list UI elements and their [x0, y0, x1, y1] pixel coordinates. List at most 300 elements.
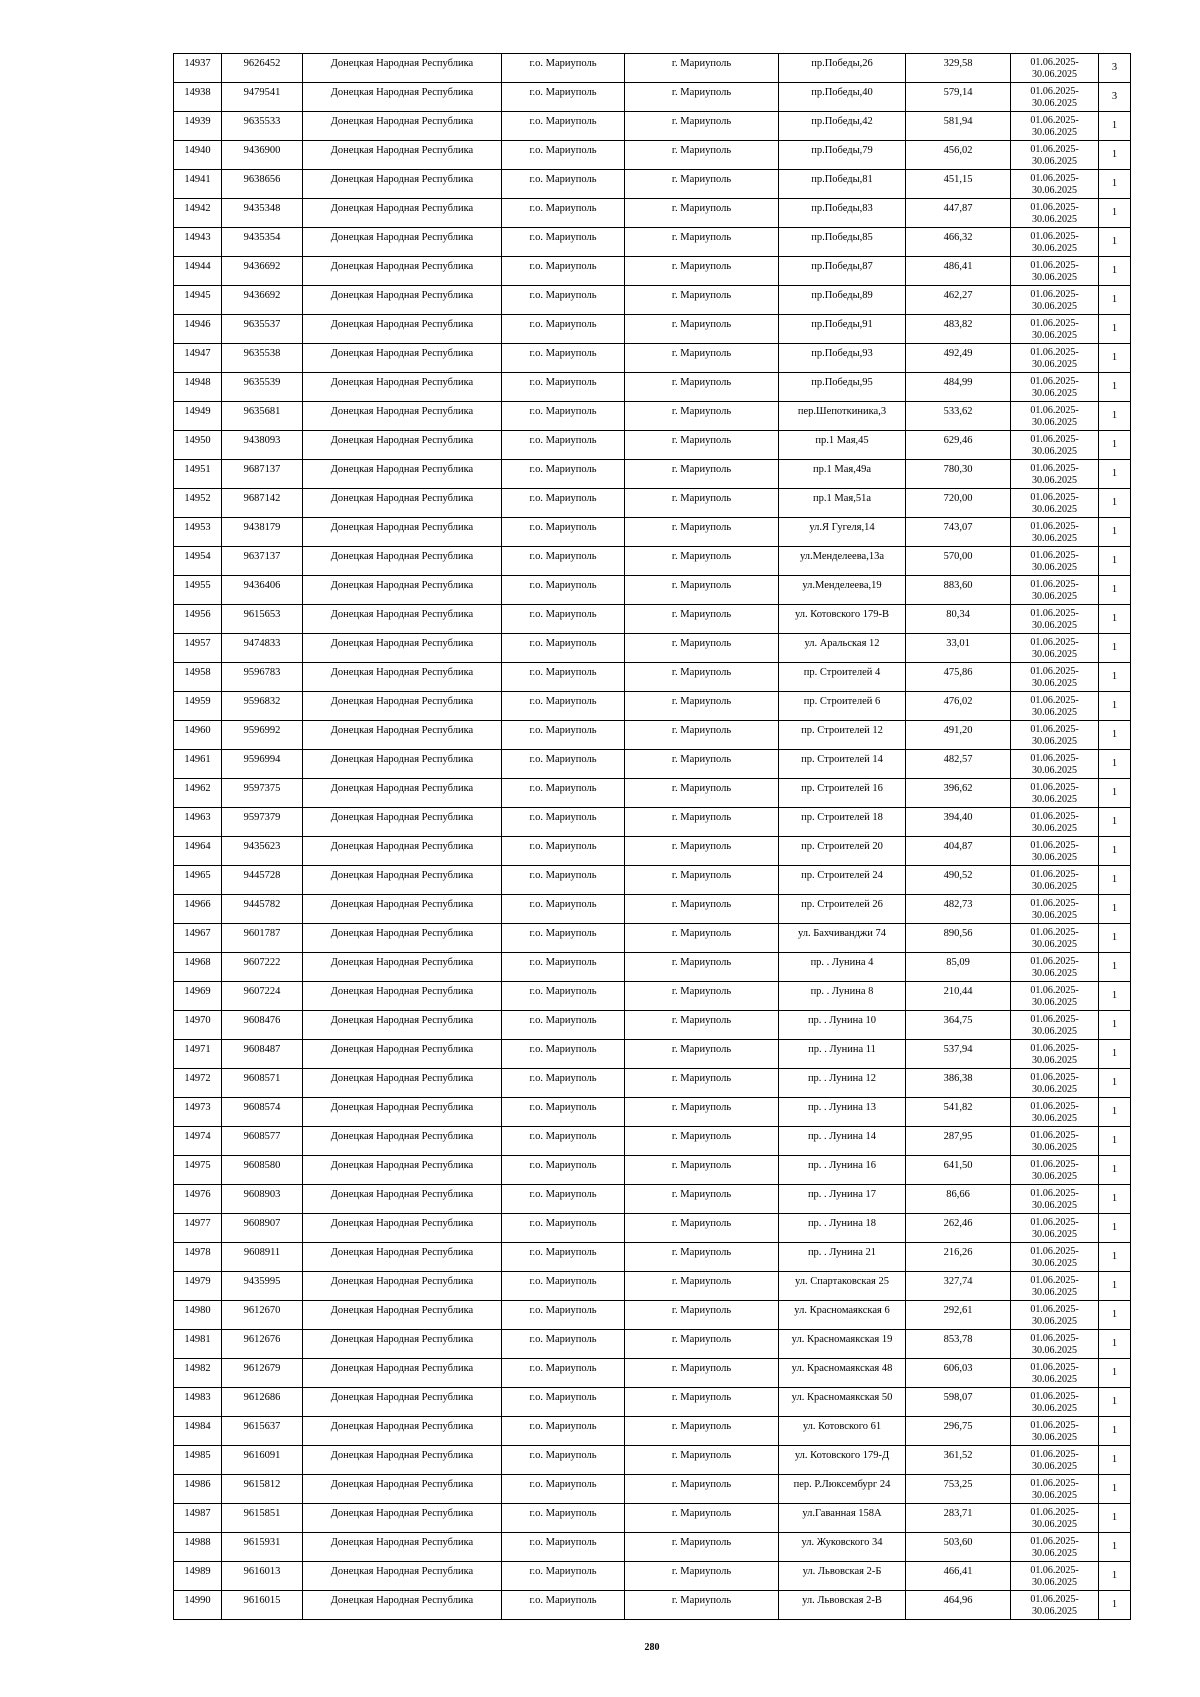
- table-row: [174, 634, 1131, 663]
- period-cell: [1011, 141, 1099, 170]
- object-id-cell: 9608577: [222, 1127, 303, 1156]
- period-start: 01.06.2025-: [1030, 1477, 1079, 1489]
- region-cell: Донецкая Народная Республика: [303, 895, 502, 924]
- area-cell: 492,49: [906, 344, 1011, 373]
- registry-table-body: [174, 54, 1131, 1620]
- count-cell: 1: [1099, 1562, 1131, 1591]
- count-cell: 1: [1099, 1330, 1131, 1359]
- count-cell: 1: [1099, 112, 1131, 141]
- area-cell: 780,30: [906, 460, 1011, 489]
- period-start: 01.06.2025-: [1030, 723, 1079, 735]
- row-number-cell: 14960: [174, 721, 222, 750]
- period-start: 01.06.2025-: [1030, 984, 1079, 996]
- object-id-cell: 9436692: [222, 257, 303, 286]
- period-cell: [1011, 1301, 1099, 1330]
- period-cell: [1011, 1475, 1099, 1504]
- region-cell: Донецкая Народная Республика: [303, 721, 502, 750]
- period-cell: [1011, 663, 1099, 692]
- address-cell: ул. Львовская 2-Б: [779, 1562, 906, 1591]
- period-start: 01.06.2025-: [1030, 491, 1079, 503]
- district-cell: г.о. Мариуполь: [502, 547, 625, 576]
- district-cell: г.о. Мариуполь: [502, 1417, 625, 1446]
- address-cell: пр. . Лунина 12: [779, 1069, 906, 1098]
- address-cell: пр. . Лунина 8: [779, 982, 906, 1011]
- city-cell: г. Мариуполь: [625, 1504, 779, 1533]
- area-cell: 466,32: [906, 228, 1011, 257]
- city-cell: г. Мариуполь: [625, 518, 779, 547]
- region-cell: Донецкая Народная Республика: [303, 605, 502, 634]
- period-end: 30.06.2025: [1032, 387, 1077, 399]
- count-cell: 1: [1099, 1301, 1131, 1330]
- table-row: [174, 141, 1131, 170]
- count-cell: 1: [1099, 344, 1131, 373]
- period-cell: [1011, 460, 1099, 489]
- period-end: 30.06.2025: [1032, 561, 1077, 573]
- city-cell: г. Мариуполь: [625, 953, 779, 982]
- count-cell: 1: [1099, 1475, 1131, 1504]
- district-cell: г.о. Мариуполь: [502, 576, 625, 605]
- period-cell: [1011, 924, 1099, 953]
- period-end: 30.06.2025: [1032, 1373, 1077, 1385]
- address-cell: пр. . Лунина 21: [779, 1243, 906, 1272]
- area-cell: 386,38: [906, 1069, 1011, 1098]
- district-cell: г.о. Мариуполь: [502, 1185, 625, 1214]
- area-cell: 490,52: [906, 866, 1011, 895]
- row-number-cell: 14962: [174, 779, 222, 808]
- object-id-cell: 9608907: [222, 1214, 303, 1243]
- period-cell: [1011, 518, 1099, 547]
- row-number-cell: 14973: [174, 1098, 222, 1127]
- period-cell: [1011, 1156, 1099, 1185]
- period-end: 30.06.2025: [1032, 996, 1077, 1008]
- district-cell: г.о. Мариуполь: [502, 982, 625, 1011]
- count-cell: 1: [1099, 721, 1131, 750]
- table-row: [174, 373, 1131, 402]
- count-cell: 1: [1099, 141, 1131, 170]
- row-number-cell: 14957: [174, 634, 222, 663]
- row-number-cell: 14959: [174, 692, 222, 721]
- city-cell: г. Мариуполь: [625, 1388, 779, 1417]
- district-cell: г.о. Мариуполь: [502, 1272, 625, 1301]
- address-cell: пр. Строителей 18: [779, 808, 906, 837]
- object-id-cell: 9612679: [222, 1359, 303, 1388]
- count-cell: 1: [1099, 576, 1131, 605]
- period-end: 30.06.2025: [1032, 445, 1077, 457]
- object-id-cell: 9479541: [222, 83, 303, 112]
- period-end: 30.06.2025: [1032, 155, 1077, 167]
- period-start: 01.06.2025-: [1030, 1564, 1079, 1576]
- region-cell: Донецкая Народная Республика: [303, 1011, 502, 1040]
- area-cell: 396,62: [906, 779, 1011, 808]
- area-cell: 476,02: [906, 692, 1011, 721]
- city-cell: г. Мариуполь: [625, 1533, 779, 1562]
- count-cell: 1: [1099, 1591, 1131, 1620]
- area-cell: 541,82: [906, 1098, 1011, 1127]
- row-number-cell: 14938: [174, 83, 222, 112]
- row-number-cell: 14965: [174, 866, 222, 895]
- area-cell: 80,34: [906, 605, 1011, 634]
- period-start: 01.06.2025-: [1030, 1158, 1079, 1170]
- region-cell: Донецкая Народная Республика: [303, 1272, 502, 1301]
- address-cell: пр.Победы,95: [779, 373, 906, 402]
- address-cell: ул. Красномаякская 50: [779, 1388, 906, 1417]
- area-cell: 462,27: [906, 286, 1011, 315]
- address-cell: ул. Котовского 179-Д: [779, 1446, 906, 1475]
- row-number-cell: 14963: [174, 808, 222, 837]
- object-id-cell: 9445782: [222, 895, 303, 924]
- count-cell: 1: [1099, 982, 1131, 1011]
- period-cell: [1011, 750, 1099, 779]
- table-row: [174, 779, 1131, 808]
- region-cell: Донецкая Народная Республика: [303, 1214, 502, 1243]
- count-cell: 1: [1099, 431, 1131, 460]
- table-row: [174, 1272, 1131, 1301]
- address-cell: пр. Строителей 16: [779, 779, 906, 808]
- period-end: 30.06.2025: [1032, 677, 1077, 689]
- period-start: 01.06.2025-: [1030, 665, 1079, 677]
- district-cell: г.о. Мариуполь: [502, 1243, 625, 1272]
- region-cell: Донецкая Народная Республика: [303, 663, 502, 692]
- row-number-cell: 14978: [174, 1243, 222, 1272]
- area-cell: 853,78: [906, 1330, 1011, 1359]
- address-cell: ул. Котовского 61: [779, 1417, 906, 1446]
- period-cell: [1011, 576, 1099, 605]
- address-cell: пр. Строителей 24: [779, 866, 906, 895]
- area-cell: 447,87: [906, 199, 1011, 228]
- object-id-cell: 9435354: [222, 228, 303, 257]
- object-id-cell: 9607224: [222, 982, 303, 1011]
- table-row: [174, 1330, 1131, 1359]
- object-id-cell: 9596992: [222, 721, 303, 750]
- area-cell: 451,15: [906, 170, 1011, 199]
- region-cell: Донецкая Народная Республика: [303, 1098, 502, 1127]
- address-cell: пр. Строителей 26: [779, 895, 906, 924]
- object-id-cell: 9438179: [222, 518, 303, 547]
- period-end: 30.06.2025: [1032, 97, 1077, 109]
- district-cell: г.о. Мариуполь: [502, 1040, 625, 1069]
- period-cell: [1011, 54, 1099, 83]
- row-number-cell: 14941: [174, 170, 222, 199]
- object-id-cell: 9608911: [222, 1243, 303, 1272]
- count-cell: 1: [1099, 1417, 1131, 1446]
- period-end: 30.06.2025: [1032, 300, 1077, 312]
- region-cell: Донецкая Народная Республика: [303, 1243, 502, 1272]
- table-row: [174, 54, 1131, 83]
- area-cell: 287,95: [906, 1127, 1011, 1156]
- period-start: 01.06.2025-: [1030, 781, 1079, 793]
- table-row: [174, 257, 1131, 286]
- period-start: 01.06.2025-: [1030, 1535, 1079, 1547]
- district-cell: г.о. Мариуполь: [502, 402, 625, 431]
- city-cell: г. Мариуполь: [625, 1040, 779, 1069]
- count-cell: 1: [1099, 1446, 1131, 1475]
- district-cell: г.о. Мариуполь: [502, 924, 625, 953]
- city-cell: г. Мариуполь: [625, 605, 779, 634]
- table-row: [174, 1591, 1131, 1620]
- address-cell: пр.Победы,83: [779, 199, 906, 228]
- address-cell: пр.Победы,91: [779, 315, 906, 344]
- period-end: 30.06.2025: [1032, 909, 1077, 921]
- period-end: 30.06.2025: [1032, 1547, 1077, 1559]
- table-row: [174, 924, 1131, 953]
- period-end: 30.06.2025: [1032, 1141, 1077, 1153]
- district-cell: г.о. Мариуполь: [502, 866, 625, 895]
- table-row: [174, 866, 1131, 895]
- area-cell: 537,94: [906, 1040, 1011, 1069]
- period-cell: [1011, 895, 1099, 924]
- district-cell: г.о. Мариуполь: [502, 895, 625, 924]
- district-cell: г.о. Мариуполь: [502, 489, 625, 518]
- period-end: 30.06.2025: [1032, 242, 1077, 254]
- district-cell: г.о. Мариуполь: [502, 54, 625, 83]
- period-end: 30.06.2025: [1032, 1112, 1077, 1124]
- count-cell: 3: [1099, 54, 1131, 83]
- address-cell: пр.1 Мая,45: [779, 431, 906, 460]
- object-id-cell: 9635533: [222, 112, 303, 141]
- table-row: [174, 1562, 1131, 1591]
- region-cell: Донецкая Народная Республика: [303, 1388, 502, 1417]
- city-cell: г. Мариуполь: [625, 1359, 779, 1388]
- area-cell: 364,75: [906, 1011, 1011, 1040]
- object-id-cell: 9615851: [222, 1504, 303, 1533]
- period-start: 01.06.2025-: [1030, 288, 1079, 300]
- address-cell: ул. Бахчиванджи 74: [779, 924, 906, 953]
- period-cell: [1011, 373, 1099, 402]
- row-number-cell: 14945: [174, 286, 222, 315]
- address-cell: пр. . Лунина 14: [779, 1127, 906, 1156]
- row-number-cell: 14955: [174, 576, 222, 605]
- area-cell: 570,00: [906, 547, 1011, 576]
- address-cell: пр.1 Мая,49а: [779, 460, 906, 489]
- row-number-cell: 14990: [174, 1591, 222, 1620]
- period-start: 01.06.2025-: [1030, 462, 1079, 474]
- table-row: [174, 808, 1131, 837]
- city-cell: г. Мариуполь: [625, 1446, 779, 1475]
- address-cell: пр.Победы,79: [779, 141, 906, 170]
- period-cell: [1011, 692, 1099, 721]
- count-cell: 1: [1099, 1098, 1131, 1127]
- district-cell: г.о. Мариуполь: [502, 1011, 625, 1040]
- period-end: 30.06.2025: [1032, 851, 1077, 863]
- object-id-cell: 9635539: [222, 373, 303, 402]
- district-cell: г.о. Мариуполь: [502, 1127, 625, 1156]
- city-cell: г. Мариуполь: [625, 1156, 779, 1185]
- period-start: 01.06.2025-: [1030, 926, 1079, 938]
- period-end: 30.06.2025: [1032, 735, 1077, 747]
- district-cell: г.о. Мариуполь: [502, 1156, 625, 1185]
- period-cell: [1011, 228, 1099, 257]
- period-end: 30.06.2025: [1032, 1257, 1077, 1269]
- city-cell: г. Мариуполь: [625, 924, 779, 953]
- period-end: 30.06.2025: [1032, 1402, 1077, 1414]
- period-end: 30.06.2025: [1032, 880, 1077, 892]
- count-cell: 1: [1099, 808, 1131, 837]
- count-cell: 1: [1099, 257, 1131, 286]
- table-row: [174, 1243, 1131, 1272]
- period-start: 01.06.2025-: [1030, 1013, 1079, 1025]
- district-cell: г.о. Мариуполь: [502, 460, 625, 489]
- period-cell: [1011, 199, 1099, 228]
- count-cell: 1: [1099, 170, 1131, 199]
- count-cell: 1: [1099, 1243, 1131, 1272]
- address-cell: пр.Победы,85: [779, 228, 906, 257]
- city-cell: г. Мариуполь: [625, 1301, 779, 1330]
- area-cell: 296,75: [906, 1417, 1011, 1446]
- period-start: 01.06.2025-: [1030, 1100, 1079, 1112]
- address-cell: пр.Победы,40: [779, 83, 906, 112]
- region-cell: Донецкая Народная Республика: [303, 1301, 502, 1330]
- period-end: 30.06.2025: [1032, 184, 1077, 196]
- district-cell: г.о. Мариуполь: [502, 692, 625, 721]
- period-end: 30.06.2025: [1032, 764, 1077, 776]
- area-cell: 483,82: [906, 315, 1011, 344]
- period-start: 01.06.2025-: [1030, 1042, 1079, 1054]
- count-cell: 1: [1099, 315, 1131, 344]
- period-cell: [1011, 170, 1099, 199]
- table-row: [174, 895, 1131, 924]
- address-cell: ул.Я Гугеля,14: [779, 518, 906, 547]
- row-number-cell: 14974: [174, 1127, 222, 1156]
- object-id-cell: 9612686: [222, 1388, 303, 1417]
- period-start: 01.06.2025-: [1030, 1187, 1079, 1199]
- row-number-cell: 14976: [174, 1185, 222, 1214]
- table-row: [174, 83, 1131, 112]
- address-cell: пр.Победы,26: [779, 54, 906, 83]
- row-number-cell: 14950: [174, 431, 222, 460]
- city-cell: г. Мариуполь: [625, 402, 779, 431]
- count-cell: 1: [1099, 1011, 1131, 1040]
- city-cell: г. Мариуполь: [625, 170, 779, 199]
- object-id-cell: 9474833: [222, 634, 303, 663]
- object-id-cell: 9608571: [222, 1069, 303, 1098]
- page-number: 280: [644, 1642, 660, 1653]
- count-cell: 1: [1099, 1156, 1131, 1185]
- row-number-cell: 14951: [174, 460, 222, 489]
- registry-table: [173, 53, 1131, 1620]
- period-start: 01.06.2025-: [1030, 1245, 1079, 1257]
- period-end: 30.06.2025: [1032, 358, 1077, 370]
- period-cell: [1011, 866, 1099, 895]
- period-start: 01.06.2025-: [1030, 897, 1079, 909]
- region-cell: Донецкая Народная Республика: [303, 1040, 502, 1069]
- period-start: 01.06.2025-: [1030, 1506, 1079, 1518]
- table-row: [174, 721, 1131, 750]
- count-cell: 1: [1099, 895, 1131, 924]
- period-start: 01.06.2025-: [1030, 636, 1079, 648]
- period-start: 01.06.2025-: [1030, 317, 1079, 329]
- row-number-cell: 14975: [174, 1156, 222, 1185]
- city-cell: г. Мариуполь: [625, 750, 779, 779]
- city-cell: г. Мариуполь: [625, 489, 779, 518]
- region-cell: Донецкая Народная Республика: [303, 1417, 502, 1446]
- period-end: 30.06.2025: [1032, 822, 1077, 834]
- city-cell: г. Мариуполь: [625, 721, 779, 750]
- region-cell: Донецкая Народная Республика: [303, 692, 502, 721]
- count-cell: 1: [1099, 1272, 1131, 1301]
- city-cell: г. Мариуполь: [625, 1417, 779, 1446]
- period-end: 30.06.2025: [1032, 1518, 1077, 1530]
- count-cell: 1: [1099, 1214, 1131, 1243]
- period-start: 01.06.2025-: [1030, 868, 1079, 880]
- count-cell: 1: [1099, 779, 1131, 808]
- area-cell: 503,60: [906, 1533, 1011, 1562]
- object-id-cell: 9608574: [222, 1098, 303, 1127]
- area-cell: 456,02: [906, 141, 1011, 170]
- region-cell: Донецкая Народная Республика: [303, 228, 502, 257]
- count-cell: 1: [1099, 605, 1131, 634]
- object-id-cell: 9597379: [222, 808, 303, 837]
- district-cell: г.о. Мариуполь: [502, 808, 625, 837]
- region-cell: Донецкая Народная Республика: [303, 431, 502, 460]
- city-cell: г. Мариуполь: [625, 1011, 779, 1040]
- object-id-cell: 9608903: [222, 1185, 303, 1214]
- period-cell: [1011, 257, 1099, 286]
- count-cell: 1: [1099, 924, 1131, 953]
- district-cell: г.о. Мариуполь: [502, 170, 625, 199]
- period-cell: [1011, 1011, 1099, 1040]
- row-number-cell: 14937: [174, 54, 222, 83]
- row-number-cell: 14979: [174, 1272, 222, 1301]
- row-number-cell: 14984: [174, 1417, 222, 1446]
- row-number-cell: 14939: [174, 112, 222, 141]
- count-cell: 1: [1099, 953, 1131, 982]
- city-cell: г. Мариуполь: [625, 1562, 779, 1591]
- district-cell: г.о. Мариуполь: [502, 1388, 625, 1417]
- object-id-cell: 9615637: [222, 1417, 303, 1446]
- table-row: [174, 1185, 1131, 1214]
- period-start: 01.06.2025-: [1030, 1448, 1079, 1460]
- period-cell: [1011, 1127, 1099, 1156]
- address-cell: пр. . Лунина 16: [779, 1156, 906, 1185]
- district-cell: г.о. Мариуполь: [502, 1214, 625, 1243]
- period-end: 30.06.2025: [1032, 648, 1077, 660]
- area-cell: 743,07: [906, 518, 1011, 547]
- row-number-cell: 14948: [174, 373, 222, 402]
- district-cell: г.о. Мариуполь: [502, 373, 625, 402]
- period-start: 01.06.2025-: [1030, 1303, 1079, 1315]
- period-end: 30.06.2025: [1032, 590, 1077, 602]
- region-cell: Донецкая Народная Республика: [303, 924, 502, 953]
- city-cell: г. Мариуполь: [625, 808, 779, 837]
- period-cell: [1011, 1185, 1099, 1214]
- object-id-cell: 9436900: [222, 141, 303, 170]
- row-number-cell: 14958: [174, 663, 222, 692]
- region-cell: Донецкая Народная Республика: [303, 112, 502, 141]
- district-cell: г.о. Мариуполь: [502, 1098, 625, 1127]
- area-cell: 720,00: [906, 489, 1011, 518]
- count-cell: 3: [1099, 83, 1131, 112]
- object-id-cell: 9608487: [222, 1040, 303, 1069]
- table-row: [174, 228, 1131, 257]
- object-id-cell: 9435348: [222, 199, 303, 228]
- address-cell: ул.Гаванная 158А: [779, 1504, 906, 1533]
- table-row: [174, 112, 1131, 141]
- area-cell: 598,07: [906, 1388, 1011, 1417]
- area-cell: 533,62: [906, 402, 1011, 431]
- region-cell: Донецкая Народная Республика: [303, 1127, 502, 1156]
- object-id-cell: 9596783: [222, 663, 303, 692]
- area-cell: 86,66: [906, 1185, 1011, 1214]
- table-row: [174, 518, 1131, 547]
- table-row: [174, 1359, 1131, 1388]
- address-cell: пр. Строителей 20: [779, 837, 906, 866]
- object-id-cell: 9596832: [222, 692, 303, 721]
- area-cell: 486,41: [906, 257, 1011, 286]
- period-end: 30.06.2025: [1032, 1431, 1077, 1443]
- period-start: 01.06.2025-: [1030, 1593, 1079, 1605]
- period-cell: [1011, 112, 1099, 141]
- period-cell: [1011, 808, 1099, 837]
